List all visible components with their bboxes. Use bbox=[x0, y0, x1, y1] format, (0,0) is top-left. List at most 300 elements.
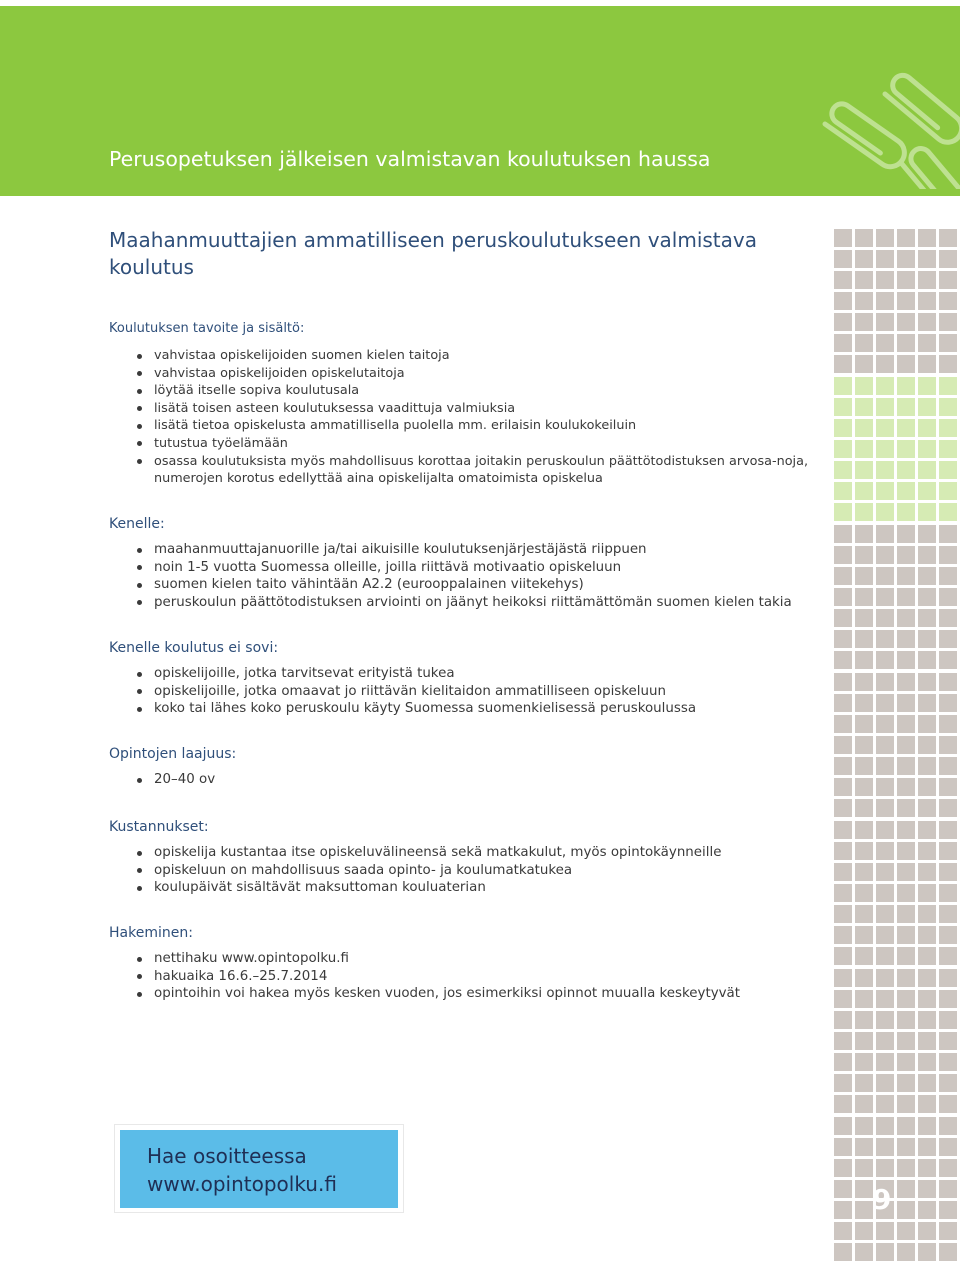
costs-list bbox=[137, 844, 817, 897]
grid-tile bbox=[918, 694, 936, 712]
grid-tile bbox=[855, 609, 873, 627]
grid-tile bbox=[939, 990, 957, 1008]
grid-tile bbox=[897, 842, 915, 860]
grid-tile bbox=[876, 609, 894, 627]
grid-tile bbox=[918, 461, 936, 479]
grid-tile bbox=[897, 1180, 915, 1198]
list-item: koko tai lähes koko peruskoulu käyty Suomessa suomenkielisessä peruskoulussa bbox=[137, 700, 817, 718]
grid-tile bbox=[855, 271, 873, 289]
grid-tile bbox=[876, 736, 894, 754]
grid-tile bbox=[876, 905, 894, 923]
grid-tile bbox=[939, 757, 957, 775]
grid-tile bbox=[918, 1201, 936, 1219]
grid-tile bbox=[897, 1201, 915, 1219]
grid-tile bbox=[855, 334, 873, 352]
scope-heading: Opintojen laajuus: bbox=[109, 746, 237, 762]
grid-tile bbox=[918, 842, 936, 860]
list-item: opiskelijoille, jotka tarvitsevat erityistä tukea bbox=[137, 665, 817, 683]
grid-tile bbox=[855, 1138, 873, 1156]
grid-tile bbox=[855, 651, 873, 669]
grid-tile bbox=[897, 884, 915, 902]
grid-tile bbox=[834, 884, 852, 902]
grid-tile bbox=[897, 1222, 915, 1240]
grid-tile bbox=[876, 1011, 894, 1029]
list-item: koulupäivät sisältävät maksuttoman kouluaterian bbox=[137, 879, 817, 897]
grid-tile bbox=[834, 292, 852, 310]
grid-tile bbox=[855, 842, 873, 860]
grid-tile bbox=[939, 503, 957, 521]
grid-tile bbox=[876, 926, 894, 944]
grid-tile bbox=[855, 694, 873, 712]
grid-tile bbox=[918, 419, 936, 437]
list-item: suomen kielen taito vähintään A2.2 (eurooppalainen viitekehys) bbox=[137, 576, 817, 594]
grid-tile bbox=[876, 1032, 894, 1050]
paperclip-icon bbox=[823, 100, 910, 172]
grid-tile bbox=[918, 377, 936, 395]
grid-tile bbox=[897, 334, 915, 352]
grid-tile bbox=[897, 1011, 915, 1029]
grid-tile bbox=[876, 398, 894, 416]
grid-tile bbox=[834, 715, 852, 733]
grid-tile bbox=[876, 292, 894, 310]
grid-tile bbox=[834, 778, 852, 796]
grid-tile bbox=[897, 1117, 915, 1135]
grid-tile bbox=[855, 1243, 873, 1261]
list-item: opiskeluun on mahdollisuus saada opinto- ja koulumatkatukea bbox=[137, 862, 817, 880]
grid-tile bbox=[939, 926, 957, 944]
grid-tile bbox=[855, 969, 873, 987]
grid-tile bbox=[855, 905, 873, 923]
not-for-heading: Kenelle koulutus ei sovi: bbox=[109, 640, 279, 656]
grid-tile bbox=[897, 1243, 915, 1261]
grid-tile bbox=[897, 1032, 915, 1050]
grid-tile bbox=[855, 736, 873, 754]
grid-tile bbox=[834, 482, 852, 500]
list-item: vahvistaa opiskelijoiden opiskelutaitoja bbox=[137, 365, 817, 383]
grid-tile bbox=[897, 482, 915, 500]
grid-tile bbox=[918, 736, 936, 754]
grid-tile bbox=[876, 334, 894, 352]
grid-tile bbox=[834, 398, 852, 416]
grid-tile bbox=[876, 250, 894, 268]
grid-tile bbox=[939, 355, 957, 373]
grid-tile bbox=[939, 334, 957, 352]
grid-tile bbox=[918, 1243, 936, 1261]
grid-tile bbox=[834, 630, 852, 648]
grid-tile bbox=[939, 546, 957, 564]
grid-tile bbox=[834, 377, 852, 395]
grid-tile bbox=[939, 673, 957, 691]
grid-tile bbox=[855, 1074, 873, 1092]
grid-tile bbox=[918, 863, 936, 881]
grid-tile bbox=[897, 419, 915, 437]
grid-tile bbox=[834, 609, 852, 627]
grid-tile bbox=[855, 630, 873, 648]
page-number: 9 bbox=[872, 1183, 892, 1216]
callout-text bbox=[147, 1142, 337, 1198]
grid-tile bbox=[918, 525, 936, 543]
grid-tile bbox=[939, 1053, 957, 1071]
grid-tile bbox=[876, 1117, 894, 1135]
grid-tile bbox=[876, 884, 894, 902]
grid-tile bbox=[876, 567, 894, 585]
grid-tile bbox=[897, 673, 915, 691]
grid-tile bbox=[939, 736, 957, 754]
grid-tile bbox=[918, 884, 936, 902]
grid-tile bbox=[834, 926, 852, 944]
grid-tile bbox=[855, 778, 873, 796]
grid-tile bbox=[855, 229, 873, 247]
grid-tile bbox=[918, 271, 936, 289]
grid-tile bbox=[918, 1180, 936, 1198]
list-item: opiskelijoille, jotka omaavat jo riittävän kielitaidon ammatilliseen opiskeluun bbox=[137, 683, 817, 701]
grid-tile bbox=[876, 440, 894, 458]
grid-tile bbox=[897, 969, 915, 987]
grid-tile bbox=[876, 588, 894, 606]
grid-tile bbox=[897, 736, 915, 754]
grid-tile bbox=[939, 482, 957, 500]
grid-tile bbox=[897, 757, 915, 775]
grid-tile bbox=[876, 673, 894, 691]
list-item: lisätä toisen asteen koulutuksessa vaadittuja valmiuksia bbox=[137, 400, 817, 418]
grid-tile bbox=[939, 313, 957, 331]
grid-tile bbox=[918, 588, 936, 606]
grid-tile bbox=[834, 1053, 852, 1071]
grid-tile bbox=[834, 1074, 852, 1092]
grid-tile bbox=[939, 884, 957, 902]
list-item: 20–40 ov bbox=[137, 771, 817, 789]
grid-tile bbox=[939, 229, 957, 247]
grid-tile bbox=[834, 1011, 852, 1029]
grid-tile bbox=[939, 1180, 957, 1198]
grid-tile bbox=[876, 1053, 894, 1071]
goal-heading: Koulutuksen tavoite ja sisältö: bbox=[109, 321, 305, 336]
grid-tile bbox=[918, 778, 936, 796]
grid-tile bbox=[876, 1159, 894, 1177]
applying-list bbox=[137, 950, 817, 1003]
grid-tile bbox=[855, 1201, 873, 1219]
grid-tile bbox=[918, 250, 936, 268]
grid-tile bbox=[855, 821, 873, 839]
grid-tile bbox=[897, 440, 915, 458]
grid-tile bbox=[876, 863, 894, 881]
grid-tile bbox=[918, 757, 936, 775]
paperclip-decoration bbox=[790, 14, 960, 189]
grid-tile bbox=[876, 1222, 894, 1240]
grid-tile bbox=[918, 1159, 936, 1177]
grid-tile bbox=[918, 651, 936, 669]
header-title: Perusopetuksen jälkeisen valmistavan koulutuksen haussa bbox=[109, 147, 711, 171]
grid-tile bbox=[897, 313, 915, 331]
grid-tile bbox=[834, 1222, 852, 1240]
grid-tile bbox=[834, 525, 852, 543]
grid-tile bbox=[897, 905, 915, 923]
grid-tile bbox=[897, 694, 915, 712]
callout-line-1: Hae osoitteessa bbox=[147, 1144, 307, 1168]
grid-tile bbox=[876, 313, 894, 331]
grid-tile bbox=[876, 1243, 894, 1261]
grid-tile bbox=[834, 419, 852, 437]
grid-tile bbox=[939, 821, 957, 839]
grid-tile bbox=[897, 715, 915, 733]
grid-tile bbox=[834, 1180, 852, 1198]
grid-tile bbox=[897, 609, 915, 627]
grid-tile bbox=[897, 630, 915, 648]
grid-tile bbox=[897, 503, 915, 521]
grid-tile bbox=[918, 947, 936, 965]
grid-tile bbox=[897, 1074, 915, 1092]
audience-list bbox=[137, 541, 817, 611]
grid-tile bbox=[855, 1011, 873, 1029]
grid-tile bbox=[897, 926, 915, 944]
grid-tile bbox=[855, 926, 873, 944]
list-item: maahanmuuttajanuorille ja/tai aikuisille koulutuksenjärjestäjästä riippuen bbox=[137, 541, 817, 559]
grid-tile bbox=[939, 1222, 957, 1240]
grid-tile bbox=[834, 799, 852, 817]
grid-tile bbox=[834, 1138, 852, 1156]
grid-tile bbox=[834, 736, 852, 754]
grid-tile bbox=[939, 799, 957, 817]
list-item: opintoihin voi hakea myös kesken vuoden, jos esimerkiksi opinnot muualla keskeytyvät bbox=[137, 985, 817, 1003]
grid-tile bbox=[939, 1138, 957, 1156]
grid-tile bbox=[918, 821, 936, 839]
page-title: Maahanmuuttajien ammatilliseen peruskoulutukseen valmistava koulutus bbox=[109, 228, 757, 279]
grid-tile bbox=[897, 588, 915, 606]
grid-tile bbox=[918, 969, 936, 987]
grid-tile bbox=[897, 355, 915, 373]
grid-tile bbox=[939, 1159, 957, 1177]
grid-tile bbox=[855, 1222, 873, 1240]
grid-tile bbox=[834, 863, 852, 881]
grid-tile bbox=[834, 821, 852, 839]
grid-tile bbox=[939, 292, 957, 310]
grid-tile bbox=[855, 292, 873, 310]
grid-tile bbox=[855, 250, 873, 268]
grid-tile bbox=[897, 377, 915, 395]
grid-tile bbox=[897, 567, 915, 585]
costs-heading: Kustannukset: bbox=[109, 819, 209, 835]
grid-tile bbox=[897, 229, 915, 247]
grid-tile bbox=[855, 990, 873, 1008]
grid-tile bbox=[918, 1138, 936, 1156]
grid-tile bbox=[855, 546, 873, 564]
grid-tile bbox=[834, 1201, 852, 1219]
grid-tile bbox=[834, 757, 852, 775]
grid-tile bbox=[897, 990, 915, 1008]
grid-tile bbox=[834, 1095, 852, 1113]
grid-tile bbox=[876, 546, 894, 564]
grid-tile bbox=[939, 1117, 957, 1135]
list-item: lisätä tietoa opiskelusta ammatillisella puolella mm. erilaisin koulukokeiluin bbox=[137, 417, 817, 435]
audience-heading: Kenelle: bbox=[109, 516, 165, 532]
grid-tile bbox=[918, 609, 936, 627]
grid-tile bbox=[918, 1117, 936, 1135]
grid-tile bbox=[939, 651, 957, 669]
grid-tile bbox=[834, 250, 852, 268]
grid-tile bbox=[855, 1180, 873, 1198]
grid-tile bbox=[876, 461, 894, 479]
callout-line-2: www.opintopolku.fi bbox=[147, 1172, 337, 1196]
grid-tile bbox=[939, 905, 957, 923]
grid-tile bbox=[834, 440, 852, 458]
grid-tile bbox=[897, 799, 915, 817]
grid-tile bbox=[897, 1159, 915, 1177]
grid-tile bbox=[939, 842, 957, 860]
grid-tile bbox=[834, 905, 852, 923]
grid-tile bbox=[876, 630, 894, 648]
grid-tile bbox=[876, 503, 894, 521]
grid-tile bbox=[876, 651, 894, 669]
grid-tile bbox=[834, 673, 852, 691]
grid-tile bbox=[939, 250, 957, 268]
grid-tile bbox=[939, 419, 957, 437]
grid-tile bbox=[918, 503, 936, 521]
grid-tile bbox=[897, 863, 915, 881]
grid-tile bbox=[876, 694, 894, 712]
grid-tile bbox=[834, 947, 852, 965]
grid-tile bbox=[939, 271, 957, 289]
grid-tile bbox=[876, 1074, 894, 1092]
list-item: noin 1-5 vuotta Suomessa olleille, joilla riittävä motivaatio opiskeluun bbox=[137, 559, 817, 577]
grid-tile bbox=[939, 398, 957, 416]
grid-tile bbox=[834, 588, 852, 606]
grid-tile bbox=[897, 651, 915, 669]
grid-tile bbox=[855, 715, 873, 733]
grid-tile bbox=[876, 229, 894, 247]
grid-tile bbox=[855, 588, 873, 606]
grid-tile bbox=[876, 377, 894, 395]
list-item: hakuaika 16.6.–25.7.2014 bbox=[137, 968, 817, 986]
grid-tile bbox=[939, 694, 957, 712]
grid-tile bbox=[918, 1222, 936, 1240]
grid-tile bbox=[918, 673, 936, 691]
grid-tile bbox=[897, 461, 915, 479]
grid-tile bbox=[855, 503, 873, 521]
grid-tile bbox=[939, 1032, 957, 1050]
grid-tile bbox=[897, 546, 915, 564]
grid-tile bbox=[918, 398, 936, 416]
grid-tile bbox=[939, 525, 957, 543]
grid-tile bbox=[939, 461, 957, 479]
grid-tile bbox=[918, 355, 936, 373]
grid-tile bbox=[834, 546, 852, 564]
grid-tile bbox=[918, 229, 936, 247]
grid-tile bbox=[939, 1201, 957, 1219]
grid-tile bbox=[855, 1053, 873, 1071]
list-item: nettihaku www.opintopolku.fi bbox=[137, 950, 817, 968]
grid-tile bbox=[855, 884, 873, 902]
not-for-list bbox=[137, 665, 817, 718]
applying-heading: Hakeminen: bbox=[109, 925, 193, 941]
grid-tile bbox=[939, 778, 957, 796]
grid-tile bbox=[834, 1117, 852, 1135]
list-item: vahvistaa opiskelijoiden suomen kielen taitoja bbox=[137, 347, 817, 365]
grid-tile bbox=[855, 863, 873, 881]
grid-tile bbox=[855, 673, 873, 691]
grid-tile bbox=[939, 630, 957, 648]
grid-tile bbox=[834, 334, 852, 352]
grid-tile bbox=[876, 990, 894, 1008]
grid-tile bbox=[855, 757, 873, 775]
grid-tile bbox=[876, 1095, 894, 1113]
grid-tile bbox=[897, 947, 915, 965]
grid-tile bbox=[918, 334, 936, 352]
grid-tile bbox=[855, 1117, 873, 1135]
grid-tile bbox=[834, 694, 852, 712]
grid-tile bbox=[876, 778, 894, 796]
grid-tile bbox=[918, 482, 936, 500]
grid-tile bbox=[939, 1243, 957, 1261]
grid-tile bbox=[834, 567, 852, 585]
grid-tile bbox=[918, 1032, 936, 1050]
grid-tile bbox=[834, 461, 852, 479]
list-item: osassa koulutuksista myös mahdollisuus korottaa joitakin peruskoulun päättötodistuksen arvosa-noja, numerojen korotus edellyttää aina opiskelijalta omatoimista opiskelua bbox=[137, 453, 817, 488]
grid-tile bbox=[918, 990, 936, 1008]
grid-tile bbox=[834, 969, 852, 987]
grid-tile bbox=[939, 947, 957, 965]
grid-tile bbox=[918, 630, 936, 648]
grid-tile bbox=[918, 926, 936, 944]
grid-tile bbox=[876, 1138, 894, 1156]
grid-tile bbox=[918, 292, 936, 310]
grid-tile bbox=[855, 525, 873, 543]
grid-tile bbox=[897, 250, 915, 268]
grid-tile bbox=[834, 842, 852, 860]
grid-tile bbox=[834, 313, 852, 331]
grid-tile bbox=[918, 1095, 936, 1113]
grid-tile bbox=[834, 1032, 852, 1050]
grid-tile bbox=[897, 1138, 915, 1156]
grid-tile bbox=[855, 1095, 873, 1113]
grid-tile bbox=[876, 947, 894, 965]
grid-tile bbox=[939, 1011, 957, 1029]
grid-tile bbox=[939, 1074, 957, 1092]
grid-tile bbox=[897, 271, 915, 289]
grid-tile bbox=[834, 1159, 852, 1177]
grid-tile bbox=[939, 1095, 957, 1113]
grid-tile bbox=[855, 947, 873, 965]
grid-tile bbox=[855, 377, 873, 395]
grid-tile bbox=[897, 398, 915, 416]
grid-tile bbox=[876, 969, 894, 987]
paperclip-icon bbox=[901, 144, 960, 189]
grid-tile bbox=[918, 799, 936, 817]
list-item: opiskelija kustantaa itse opiskeluvälineensä sekä matkakulut, myös opintokäynneille bbox=[137, 844, 817, 862]
grid-tile bbox=[918, 1011, 936, 1029]
grid-tile bbox=[855, 461, 873, 479]
grid-tile bbox=[855, 419, 873, 437]
grid-tile bbox=[918, 1053, 936, 1071]
grid-tile bbox=[897, 292, 915, 310]
grid-tile bbox=[876, 419, 894, 437]
grid-tile bbox=[834, 503, 852, 521]
goal-list bbox=[137, 347, 817, 488]
grid-tile bbox=[834, 990, 852, 1008]
grid-tile bbox=[876, 355, 894, 373]
grid-tile bbox=[876, 842, 894, 860]
grid-tile bbox=[918, 715, 936, 733]
grid-tile bbox=[939, 609, 957, 627]
grid-tile bbox=[918, 313, 936, 331]
grid-tile bbox=[876, 757, 894, 775]
grid-tile bbox=[897, 525, 915, 543]
grid-tile bbox=[939, 969, 957, 987]
grid-tile bbox=[897, 821, 915, 839]
grid-tile bbox=[855, 1159, 873, 1177]
grid-tile bbox=[897, 778, 915, 796]
grid-tile bbox=[855, 567, 873, 585]
grid-tile bbox=[834, 355, 852, 373]
